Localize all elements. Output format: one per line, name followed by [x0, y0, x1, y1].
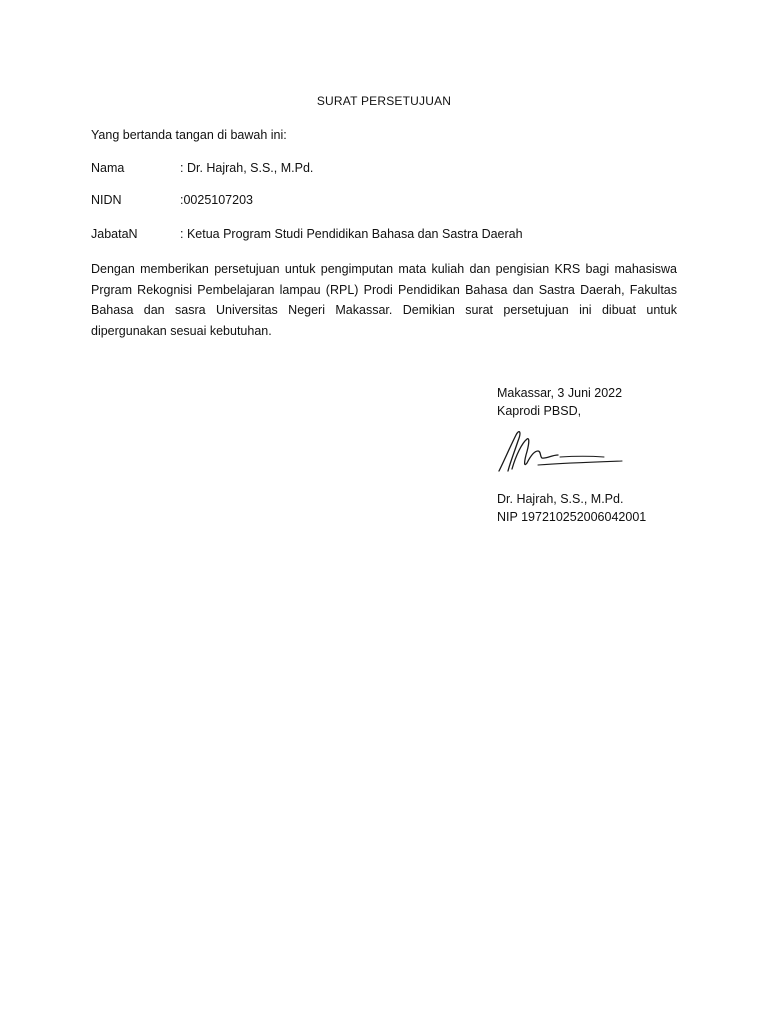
handwritten-signature-icon [494, 425, 626, 477]
signature-header [497, 384, 622, 420]
signer-details [497, 490, 646, 526]
field-label-nama: Nama [91, 161, 125, 175]
field-value-nidn: :0025107203 [180, 193, 253, 207]
signer-position: Kaprodi PBSD, [497, 404, 582, 418]
place-date: Makassar, 3 Juni 2022 [497, 386, 623, 400]
field-label-nidn: NIDN [91, 193, 122, 207]
body-paragraph: Dengan memberikan persetujuan untuk pengimputan mata kuliah dan pengisian KRS bagi mahasiswa Prgram Rekognisi Pembelajaran lampau (RPL) Prodi Pendidikan Bahasa dan Sastra Daerah, Fakultas Bahasa dan sasra Universitas Negeri Makassar. Demikian surat persetujuan ini dibuat untuk dipergunakan sesuai kebutuhan. [91, 262, 677, 338]
signer-nip: NIP 197210252006042001 [497, 510, 647, 524]
field-value-jabatan: : Ketua Program Studi Pendidikan Bahasa dan Sastra Daerah [180, 227, 523, 241]
signer-name: Dr. Hajrah, S.S., M.Pd. [497, 492, 624, 506]
field-label-jabatan: JabataN [91, 227, 138, 241]
field-value-nama: : Dr. Hajrah, S.S., M.Pd. [180, 161, 314, 175]
document-title: SURAT PERSETUJUAN [316, 94, 452, 108]
intro-text: Yang bertanda tangan di bawah ini: [91, 128, 287, 142]
